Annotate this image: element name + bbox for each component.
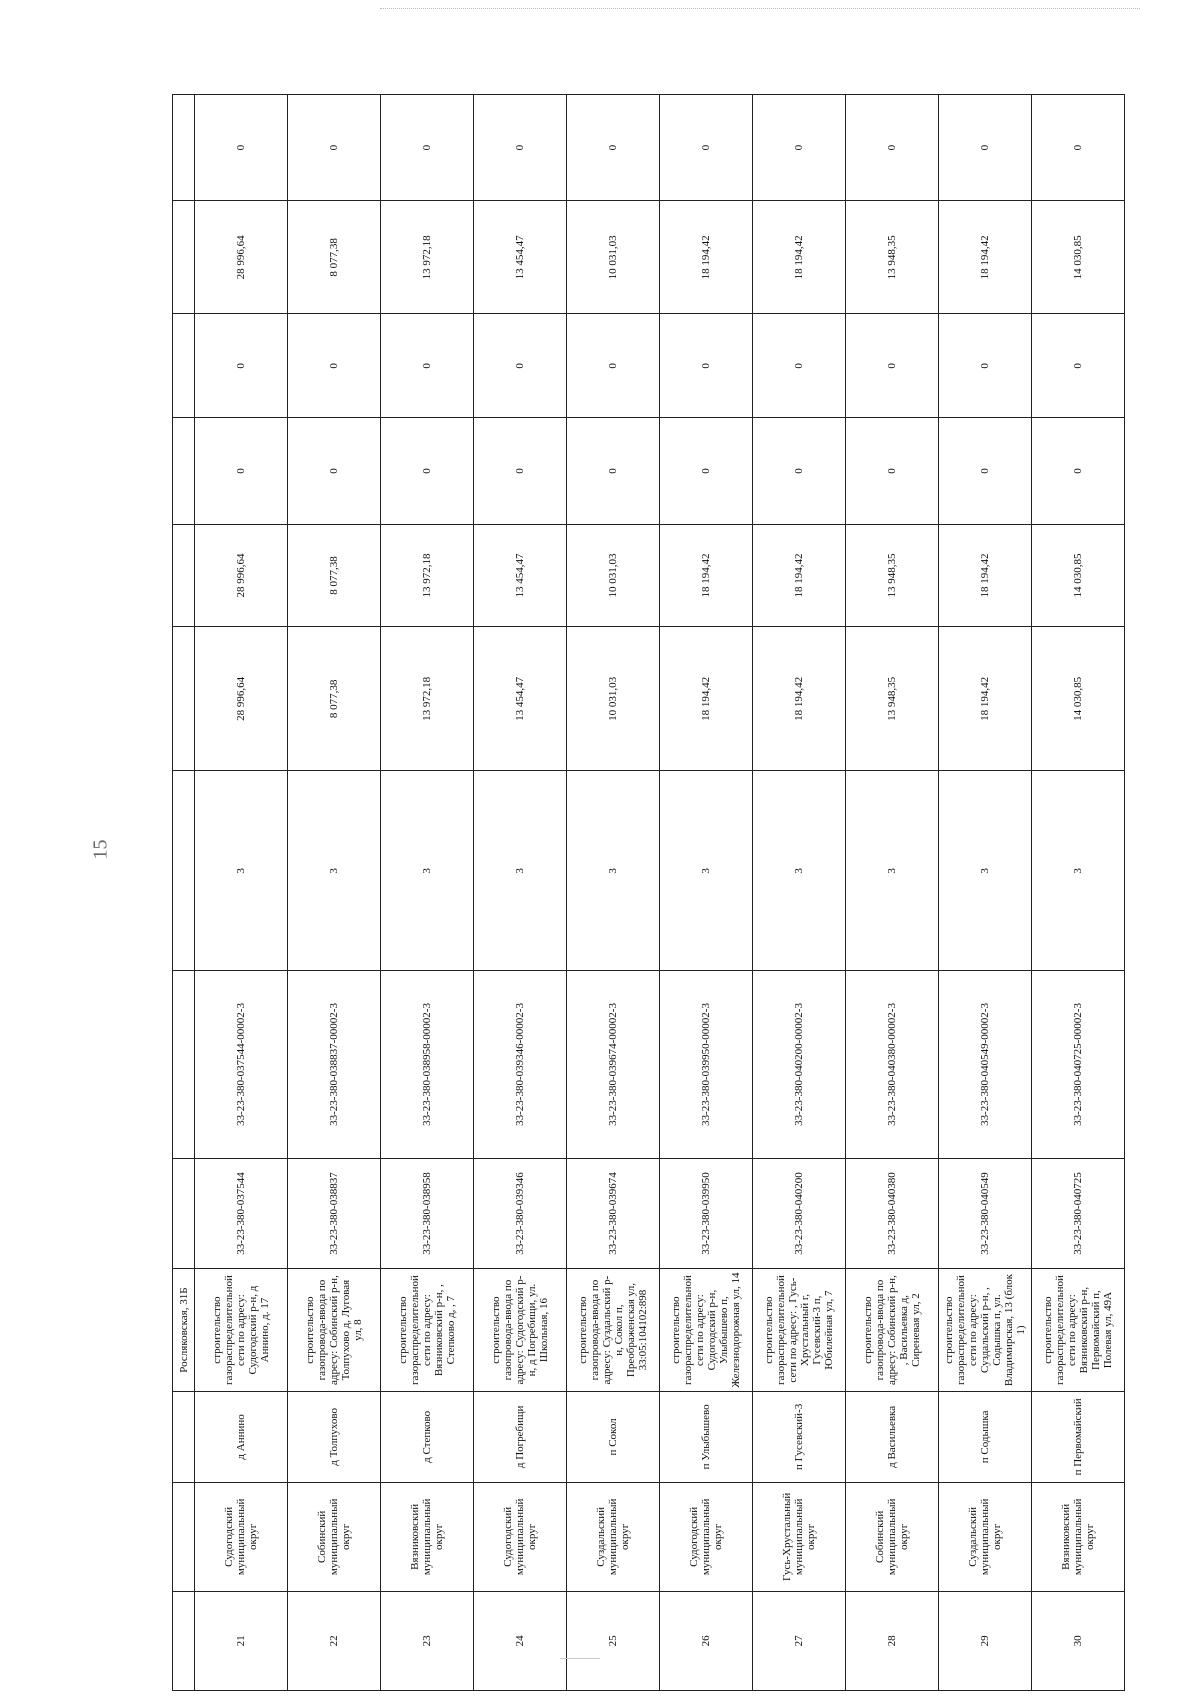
cost-cell: 8 077,38 <box>288 627 381 771</box>
header-cell <box>173 627 195 771</box>
district-cell: Судогодский муниципальный округ <box>660 1483 753 1592</box>
header-cell <box>173 771 195 971</box>
scan-edge-artifact <box>560 1658 600 1659</box>
sum-cell: 18 194,42 <box>660 201 753 314</box>
object-description: строительство газораспределительной сети по адресу: Суздальский р-н, , Содышка п, ул. Владимирская, 13 (блок 1) <box>939 1269 1032 1391</box>
balance-cell: 0 <box>1032 95 1125 201</box>
contract-number: 33-23-380-040549-00002-3 <box>939 971 1032 1158</box>
contract-number: 33-23-380-039674-00002-3 <box>567 971 660 1158</box>
row-number: 21 <box>195 1591 288 1690</box>
district-cell: Суздальский муниципальный округ <box>567 1483 660 1592</box>
cost-cell: 18 194,42 <box>660 627 753 771</box>
balance-cell: 0 <box>474 95 567 201</box>
object-description: строительство газопровода-ввода по адресу: Суздальский р-н, Сокол п, Преображенская ул, 33:05:104102:898 <box>567 1269 660 1391</box>
scan-edge-artifact <box>380 8 1140 11</box>
discount-1-cell: 0 <box>567 418 660 524</box>
object-description: строительство газопровода-ввода по адресу: Собинский р-н, Толпухово д, Луговая ул, 8 <box>288 1269 381 1391</box>
locality-cell: п Гусевский-3 <box>753 1391 846 1482</box>
contract-number: 33-23-380-040200-00002-3 <box>753 971 846 1158</box>
object-description: строительство газопровода-ввода по адресу: Судогодский р-н, д Погребищи, ул. Школьная, 16 <box>474 1269 567 1391</box>
header-cell <box>173 201 195 314</box>
table-row <box>939 95 1032 1691</box>
balance-cell: 0 <box>195 95 288 201</box>
district-cell: Собинский муниципальный округ <box>288 1483 381 1592</box>
discount-1-cell: 0 <box>939 418 1032 524</box>
application-number: 33-23-380-037544 <box>195 1158 288 1269</box>
cost-cell: 18 194,42 <box>939 627 1032 771</box>
discount-1-cell: 0 <box>660 418 753 524</box>
category-cell: 3 <box>474 771 567 971</box>
contract-number: 33-23-380-038958-00002-3 <box>381 971 474 1158</box>
object-description: строительство газораспределительной сети по адресу: Вязниковский р-н, , Степково д, , 7 <box>381 1269 474 1391</box>
sum-cell: 18 194,42 <box>939 201 1032 314</box>
header-cell <box>173 971 195 1158</box>
balance-cell: 0 <box>567 95 660 201</box>
cost-cell: 14 030,85 <box>1032 627 1125 771</box>
contract-number: 33-23-380-039950-00002-3 <box>660 971 753 1158</box>
header-cell <box>173 524 195 627</box>
category-cell: 3 <box>846 771 939 971</box>
discount-2-cell: 0 <box>939 314 1032 418</box>
header-address: Росляковская, 31Б <box>173 1269 195 1391</box>
cost-cell: 13 948,35 <box>846 627 939 771</box>
discount-1-cell: 0 <box>288 418 381 524</box>
cost-cell: 28 996,64 <box>195 627 288 771</box>
application-number: 33-23-380-040549 <box>939 1158 1032 1269</box>
table-row <box>1032 95 1125 1691</box>
cost-total-cell: 13 948,35 <box>846 524 939 627</box>
locality-cell: д Аннино <box>195 1391 288 1482</box>
discount-1-cell: 0 <box>846 418 939 524</box>
sum-cell: 13 972,18 <box>381 201 474 314</box>
discount-1-cell: 0 <box>474 418 567 524</box>
row-number: 28 <box>846 1591 939 1690</box>
cost-total-cell: 8 077,38 <box>288 524 381 627</box>
district-cell: Собинский муниципальный округ <box>846 1483 939 1592</box>
row-number: 27 <box>753 1591 846 1690</box>
header-cell <box>173 314 195 418</box>
category-cell: 3 <box>381 771 474 971</box>
table-row <box>660 95 753 1691</box>
discount-2-cell: 0 <box>846 314 939 418</box>
application-number: 33-23-380-040200 <box>753 1158 846 1269</box>
cost-cell: 13 972,18 <box>381 627 474 771</box>
category-cell: 3 <box>753 771 846 971</box>
discount-2-cell: 0 <box>753 314 846 418</box>
table-row <box>474 95 567 1691</box>
contract-number: 33-23-380-039346-00002-3 <box>474 971 567 1158</box>
row-number: 25 <box>567 1591 660 1690</box>
district-cell: Гусь-Хрустальный муниципальный округ <box>753 1483 846 1592</box>
row-number: 30 <box>1032 1591 1125 1690</box>
table-row <box>567 95 660 1691</box>
category-cell: 3 <box>660 771 753 971</box>
row-number: 26 <box>660 1591 753 1690</box>
cost-total-cell: 18 194,42 <box>939 524 1032 627</box>
contract-number: 33-23-380-040725-00002-3 <box>1032 971 1125 1158</box>
discount-2-cell: 0 <box>288 314 381 418</box>
table-row <box>381 95 474 1691</box>
balance-cell: 0 <box>846 95 939 201</box>
contract-number: 33-23-380-038837-00002-3 <box>288 971 381 1158</box>
district-cell: Вязниковский муниципальный округ <box>381 1483 474 1592</box>
table-row <box>288 95 381 1691</box>
sum-cell: 14 030,85 <box>1032 201 1125 314</box>
object-description: строительство газораспределительной сети по адресу: Судогодский р-н, д Аннино, д. 17 <box>195 1269 288 1391</box>
header-cell <box>173 1591 195 1690</box>
cost-total-cell: 14 030,85 <box>1032 524 1125 627</box>
row-number: 22 <box>288 1591 381 1690</box>
page-number: 15 <box>89 839 112 860</box>
locality-cell: д Погребищи <box>474 1391 567 1482</box>
table-body <box>173 95 1125 1691</box>
header-row <box>173 95 195 1691</box>
application-number: 33-23-380-039950 <box>660 1158 753 1269</box>
application-number: 33-23-380-038837 <box>288 1158 381 1269</box>
locality-cell: п Содышка <box>939 1391 1032 1482</box>
cost-total-cell: 10 031,03 <box>567 524 660 627</box>
discount-2-cell: 0 <box>381 314 474 418</box>
header-cell <box>173 418 195 524</box>
category-cell: 3 <box>567 771 660 971</box>
row-number: 23 <box>381 1591 474 1690</box>
locality-cell: п Первомайский <box>1032 1391 1125 1482</box>
header-cell <box>173 1158 195 1269</box>
application-number: 33-23-380-039346 <box>474 1158 567 1269</box>
cost-cell: 10 031,03 <box>567 627 660 771</box>
locality-cell: д Васильевка <box>846 1391 939 1482</box>
sum-cell: 13 454,47 <box>474 201 567 314</box>
table-row <box>846 95 939 1691</box>
district-cell: Судогодский муниципальный округ <box>474 1483 567 1592</box>
application-number: 33-23-380-039674 <box>567 1158 660 1269</box>
cost-cell: 13 454,47 <box>474 627 567 771</box>
contract-number: 33-23-380-040380-00002-3 <box>846 971 939 1158</box>
cost-cell: 18 194,42 <box>753 627 846 771</box>
balance-cell: 0 <box>660 95 753 201</box>
object-description: строительство газораспределительной сети по адресу: Судогодский р-н, Улыбышево п, Железнодорожная ул, 14 <box>660 1269 753 1391</box>
discount-2-cell: 0 <box>567 314 660 418</box>
row-number: 24 <box>474 1591 567 1690</box>
balance-cell: 0 <box>381 95 474 201</box>
header-cell <box>173 95 195 201</box>
discount-2-cell: 0 <box>1032 314 1125 418</box>
balance-cell: 0 <box>288 95 381 201</box>
cost-total-cell: 18 194,42 <box>660 524 753 627</box>
district-cell: Суздальский муниципальный округ <box>939 1483 1032 1592</box>
category-cell: 3 <box>195 771 288 971</box>
cost-total-cell: 13 972,18 <box>381 524 474 627</box>
category-cell: 3 <box>939 771 1032 971</box>
cost-total-cell: 28 996,64 <box>195 524 288 627</box>
sum-cell: 13 948,35 <box>846 201 939 314</box>
rotated-table-container <box>172 94 1114 1691</box>
district-cell: Судогодский муниципальный округ <box>195 1483 288 1592</box>
header-cell <box>173 1483 195 1592</box>
application-number: 33-23-380-038958 <box>381 1158 474 1269</box>
balance-cell: 0 <box>753 95 846 201</box>
object-description: строительство газораспределительной сети по адресу: Вязниковский р-н, Первомайский п, Полевая ул, 49А <box>1032 1269 1125 1391</box>
category-cell: 3 <box>1032 771 1125 971</box>
object-description: строительство газораспределительной сети по адресу: , Гусь-Хрустальный г, Гусевский-3 п, Юбилейная ул, 7 <box>753 1269 846 1391</box>
discount-2-cell: 0 <box>660 314 753 418</box>
sum-cell: 10 031,03 <box>567 201 660 314</box>
data-table <box>172 94 1125 1691</box>
discount-1-cell: 0 <box>381 418 474 524</box>
discount-2-cell: 0 <box>474 314 567 418</box>
cost-total-cell: 18 194,42 <box>753 524 846 627</box>
locality-cell: д Толпухово <box>288 1391 381 1482</box>
locality-cell: п Сокол <box>567 1391 660 1482</box>
discount-1-cell: 0 <box>753 418 846 524</box>
discount-2-cell: 0 <box>195 314 288 418</box>
row-number: 29 <box>939 1591 1032 1690</box>
table-row <box>195 95 288 1691</box>
balance-cell: 0 <box>939 95 1032 201</box>
contract-number: 33-23-380-037544-00002-3 <box>195 971 288 1158</box>
table-row <box>753 95 846 1691</box>
cost-total-cell: 13 454,47 <box>474 524 567 627</box>
object-description: строительство газопровода-ввода по адресу: Собинский р-н, , Васильевка д, Сиреневая ул, 2 <box>846 1269 939 1391</box>
locality-cell: д Степково <box>381 1391 474 1482</box>
sum-cell: 28 996,64 <box>195 201 288 314</box>
discount-1-cell: 0 <box>1032 418 1125 524</box>
discount-1-cell: 0 <box>195 418 288 524</box>
category-cell: 3 <box>288 771 381 971</box>
application-number: 33-23-380-040380 <box>846 1158 939 1269</box>
sum-cell: 8 077,38 <box>288 201 381 314</box>
locality-cell: п Улыбышево <box>660 1391 753 1482</box>
sum-cell: 18 194,42 <box>753 201 846 314</box>
header-cell <box>173 1391 195 1482</box>
application-number: 33-23-380-040725 <box>1032 1158 1125 1269</box>
district-cell: Вязниковский муниципальный округ <box>1032 1483 1125 1592</box>
